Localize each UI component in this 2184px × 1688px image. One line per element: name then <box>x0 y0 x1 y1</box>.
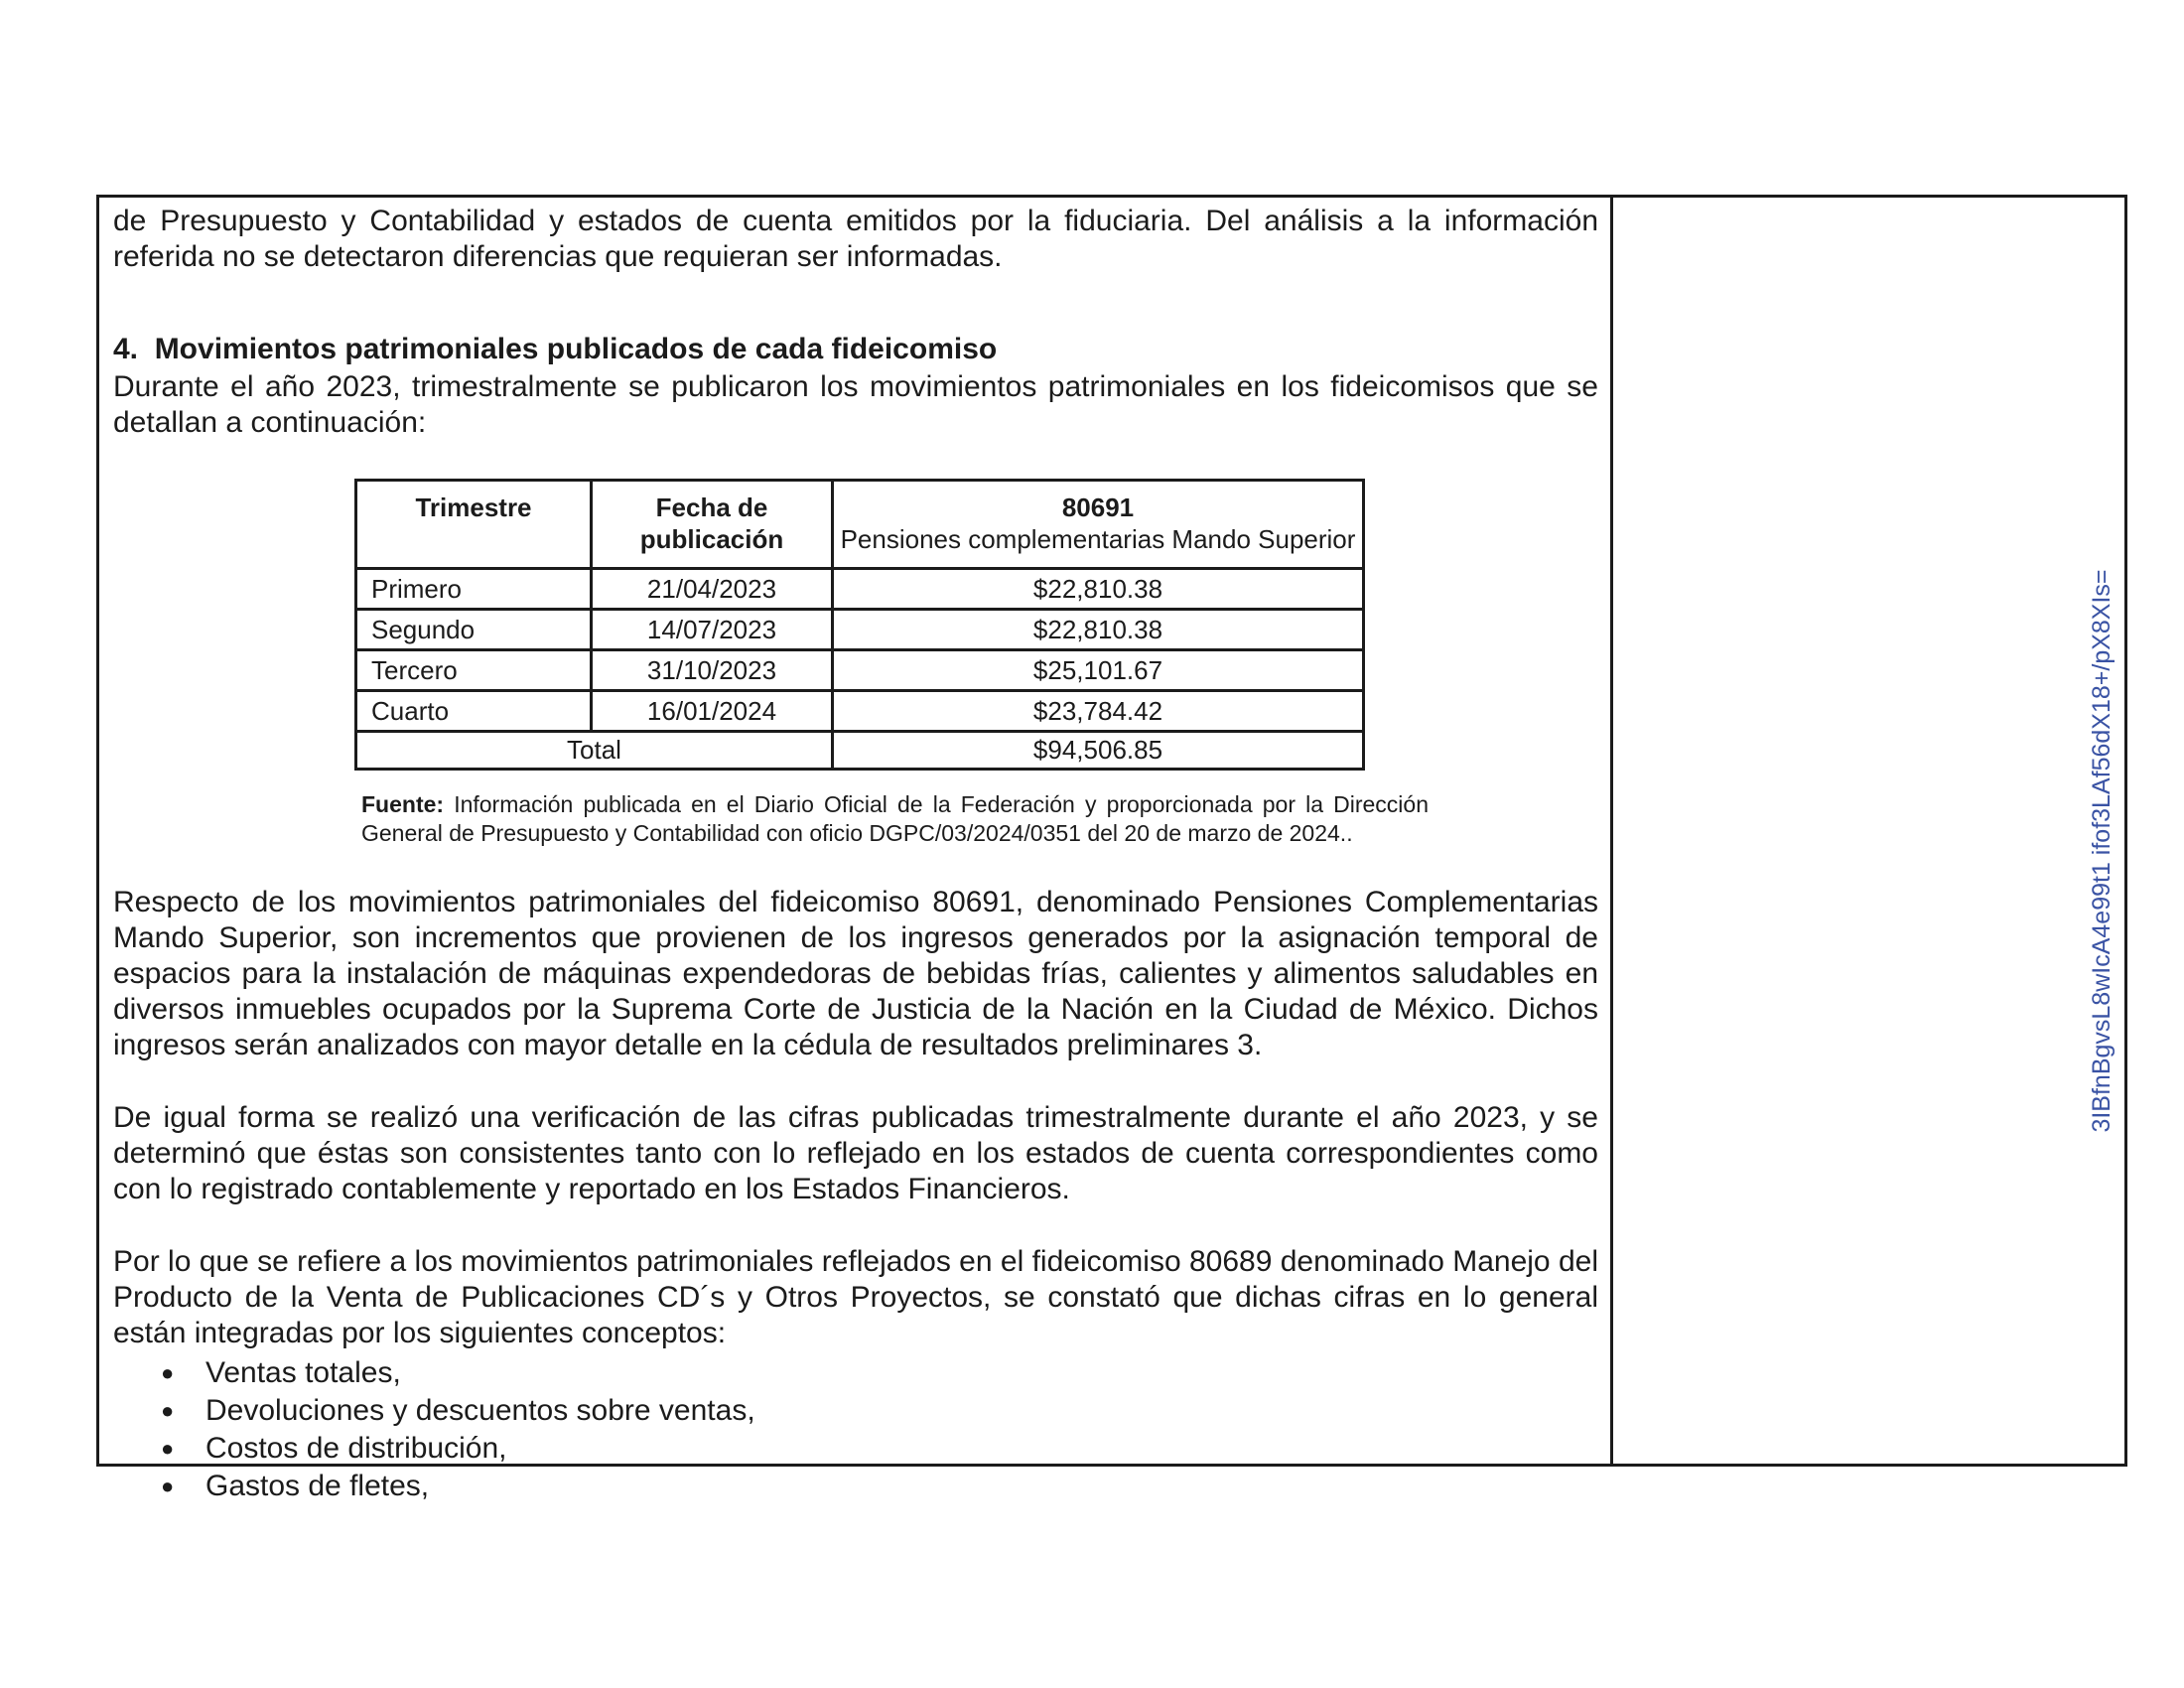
table-row <box>356 610 1364 650</box>
fideicomiso-table <box>354 479 1365 771</box>
paragraph-before-table: Durante el año 2023, trimestralmente se publicaron los movimientos patrimoniales en los fideicomisos que se detallan a continuación: <box>113 370 1598 439</box>
right-margin-column <box>1613 198 2124 1464</box>
cell-total-value: $94,506.85 <box>833 732 1364 770</box>
content-frame <box>96 195 2127 1502</box>
cell-total-label: Total <box>356 732 833 770</box>
table-row <box>356 650 1364 691</box>
table-header-row <box>356 481 1364 569</box>
bullet-icon: ● <box>161 1360 175 1385</box>
col-header-fecha: Fecha de publicación <box>592 481 833 569</box>
table-total-row <box>356 732 1364 770</box>
cell-trimestre: Primero <box>356 569 592 610</box>
list-item <box>161 1430 1598 1468</box>
list-item-text: Ventas totales, <box>205 1356 401 1389</box>
list-item-text: Devoluciones y descuentos sobre ventas, <box>205 1394 755 1427</box>
bullet-icon: ● <box>161 1474 175 1498</box>
source-label: Fuente: <box>361 791 445 817</box>
bullet-list <box>113 1354 1598 1505</box>
col-header-fideicomiso <box>833 481 1364 569</box>
table-row <box>356 569 1364 610</box>
table-row <box>356 691 1364 732</box>
cell-fecha: 14/07/2023 <box>592 610 833 650</box>
cell-monto: $25,101.67 <box>833 650 1364 691</box>
digital-seal-text: 3IBfnBgvsL8wIcA4e99t1 ifof3LAf56dX18+/pX8XIs= <box>2088 569 2116 1133</box>
col-header-trimestre: Trimestre <box>356 481 592 569</box>
paragraph-respecto: Respecto de los movimientos patrimoniales del fideicomiso 80691, denominado Pensiones Complementarias Mando Superior, son incrementos que provienen de los ingresos generados por la asignación temporal de espacios para la instalación de máquinas expendedoras de bebidas frías, calientes y alimentos saludables en diversos inmuebles ocupados por la Suprema Corte de Justicia de la Nación en la Ciudad de México. Dichos ingresos serán analizados con mayor detalle en la cédula de resultados preliminares 3. <box>113 886 1598 1061</box>
cell-fecha: 21/04/2023 <box>592 569 833 610</box>
main-text-column <box>99 198 1613 1502</box>
list-item-text: Gastos de fletes, <box>205 1470 430 1502</box>
cell-trimestre: Segundo <box>356 610 592 650</box>
cell-fecha: 16/01/2024 <box>592 691 833 732</box>
paragraph-continuation: de Presupuesto y Contabilidad y estados de cuenta emitidos por la fiduciaria. Del análisis a la información referida no se detectaron diferencias que requieran ser informadas. <box>113 205 1598 273</box>
table-source-note <box>361 790 1429 848</box>
cell-fecha: 31/10/2023 <box>592 650 833 691</box>
source-text: Información publicada en el Diario Oficial de la Federación y proporcionada por la Dirección General de Presupuesto y Contabilidad con oficio DGPC/03/2024/0351 del 20 de marzo de 2024.. <box>361 791 1429 846</box>
paragraph-fideicomiso-80689: Por lo que se refiere a los movimientos patrimoniales reflejados en el fideicomiso 80689 denominado Manejo del Producto de la Venta de Publicaciones CD´s y Otros Proyectos, se constató que dichas cifras en lo general están integradas por los siguientes conceptos: <box>113 1245 1598 1349</box>
cell-trimestre: Tercero <box>356 650 592 691</box>
cell-trimestre: Cuarto <box>356 691 592 732</box>
cell-monto: $23,784.42 <box>833 691 1364 732</box>
list-item <box>161 1354 1598 1392</box>
bullet-icon: ● <box>161 1436 175 1461</box>
cell-monto: $22,810.38 <box>833 610 1364 650</box>
bullet-icon: ● <box>161 1398 175 1423</box>
section-heading: 4. Movimientos patrimoniales publicados de cada fideicomiso <box>113 333 998 365</box>
list-item-text: Costos de distribución, <box>205 1432 507 1465</box>
paragraph-verificacion: De igual forma se realizó una verificación de las cifras publicadas trimestralmente durante el año 2023, y se determinó que éstas son consistentes tanto con lo reflejado en los estados de cuenta correspondientes como con lo registrado contablemente y reportado en los Estados Financieros. <box>113 1101 1598 1205</box>
list-item <box>161 1392 1598 1430</box>
list-item <box>161 1468 1598 1505</box>
cell-monto: $22,810.38 <box>833 569 1364 610</box>
fideicomiso-number: 80691 <box>1061 492 1135 522</box>
fideicomiso-name: Pensiones complementarias Mando Superior <box>840 524 1356 554</box>
